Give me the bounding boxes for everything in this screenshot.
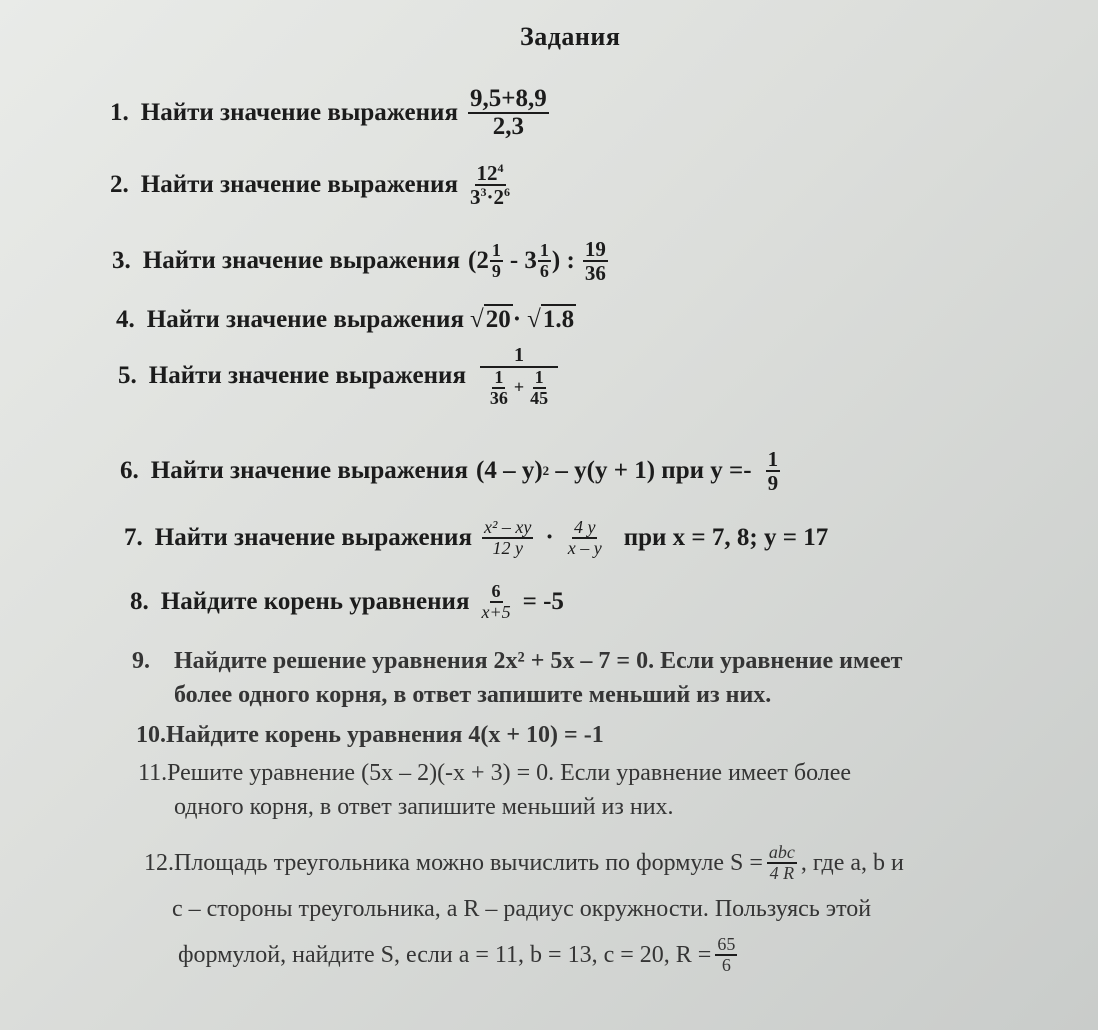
expression-part: (2 <box>468 247 489 275</box>
fraction <box>468 162 512 208</box>
exponent: 6 <box>504 185 511 200</box>
task-10 <box>136 718 604 752</box>
fraction-numerator: 1 <box>534 367 544 387</box>
fraction-denominator: x+5 <box>481 601 511 622</box>
task-text-line: c – стороны треугольника, a R – радиус окружности. Пользуясь этой <box>172 896 872 922</box>
plus-sign: + <box>513 377 525 398</box>
task-text: Найти значение выражения <box>150 457 468 485</box>
task-3 <box>112 238 612 284</box>
task-text-line: более одного корня, в ответ запишите меньший из них. <box>174 682 772 708</box>
fraction <box>488 368 510 408</box>
multiply-dot: · <box>545 523 554 551</box>
fraction-numerator: abc <box>768 842 795 863</box>
task-9 <box>132 644 902 712</box>
task-number: 7. <box>124 523 143 551</box>
task-6 <box>120 448 784 494</box>
task-number: 6. <box>120 457 139 485</box>
radicand: 1.8 <box>542 306 575 333</box>
task-text: Найдите корень уравнения 4(x + 10) = -1 <box>166 722 604 748</box>
task-4 <box>116 306 576 334</box>
fraction-numerator: 65 <box>717 934 736 955</box>
fraction-denominator: x – y <box>567 537 602 558</box>
task-number: 9. <box>132 648 150 674</box>
fraction-numerator: 9,5+8,9 <box>468 86 549 114</box>
expression-part: – y(y + 1) при y =- <box>549 457 752 485</box>
expression-part: - 3 <box>509 247 537 275</box>
fraction-numerator: 1 <box>491 240 501 261</box>
radicand: 20 <box>485 306 511 333</box>
task-text: Найти значение выражения <box>146 306 464 333</box>
base: 3 <box>470 185 481 210</box>
exponent: 4 <box>497 161 504 175</box>
fraction <box>490 241 503 281</box>
fraction-numerator: 1 <box>494 367 504 387</box>
fraction-numerator: 1 <box>539 240 549 261</box>
fraction-denominator: 2,3 <box>492 113 524 141</box>
base: 12 <box>476 161 498 185</box>
multiply-dot: · <box>486 185 494 210</box>
task-text-line: формулой, найдите S, если a = 11, b = 13, c = 20, R = <box>178 942 712 968</box>
fraction-denominator: 6 <box>539 261 549 282</box>
fraction <box>468 86 549 141</box>
fraction <box>715 935 737 975</box>
task-8 <box>130 582 564 622</box>
fraction-denominator: 12 y <box>492 537 523 558</box>
fraction-denominator: 9 <box>491 261 501 282</box>
fraction-numerator: x² – xy <box>484 517 532 537</box>
fraction <box>538 241 551 281</box>
task-2 <box>110 162 516 208</box>
task-number: 1. <box>110 99 129 127</box>
task-12 <box>144 840 904 978</box>
expression-part: (4 – y) <box>476 457 543 485</box>
task-number: 5. <box>118 362 137 390</box>
task-number: 10. <box>136 722 166 748</box>
task-text-line: , где a, b и <box>800 850 904 876</box>
task-number: 11. <box>138 760 168 786</box>
task-7 <box>124 518 828 558</box>
task-11 <box>138 756 851 824</box>
expression-part: = -5 <box>522 587 564 615</box>
exponent: 3 <box>480 185 487 200</box>
fraction-numerator: 1 <box>767 447 779 471</box>
task-text-line: Найдите решение уравнения 2x² + 5x – 7 = 0. Если уравнение имеет <box>174 648 903 674</box>
task-number: 3. <box>112 247 131 275</box>
fraction-denominator: 36 <box>489 387 508 408</box>
fraction-denominator <box>468 186 512 208</box>
condition: при x = 7, 8; y = 17 <box>623 523 829 551</box>
square-root: √20 <box>470 306 511 333</box>
task-text: Найдите корень уравнения <box>160 587 470 615</box>
task-text: Найти значение выражения <box>154 523 472 551</box>
task-number: 8. <box>130 587 149 615</box>
fraction-numerator: 1 <box>480 345 558 368</box>
task-text: Найти значение выражения <box>148 362 466 390</box>
fraction <box>528 368 550 408</box>
fraction-denominator: 36 <box>584 261 606 286</box>
fraction <box>767 843 797 883</box>
task-text-line: одного корня, в ответ запишите меньший из них. <box>174 794 674 820</box>
fraction-denominator <box>482 368 556 408</box>
task-number: 12. <box>144 850 174 876</box>
compound-fraction <box>480 345 558 408</box>
fraction-numerator <box>475 162 506 186</box>
task-1 <box>110 86 553 141</box>
fraction-denominator: 45 <box>530 387 549 408</box>
task-text-line: Площадь треугольника можно вычислить по формуле S = <box>174 850 763 876</box>
fraction-numerator: 6 <box>491 581 501 601</box>
expression-part: ) : <box>551 247 575 275</box>
task-number: 2. <box>110 171 129 199</box>
fraction <box>482 518 533 558</box>
multiply-dot: · <box>512 306 522 333</box>
fraction <box>566 518 604 558</box>
fraction <box>583 238 608 284</box>
fraction-denominator: 6 <box>721 955 731 975</box>
page-title: Задания <box>520 22 621 51</box>
fraction-numerator: 4 y <box>573 517 596 537</box>
task-text: Найти значение выражения <box>140 171 458 199</box>
fraction <box>479 582 512 622</box>
fraction-denominator: 9 <box>767 471 779 496</box>
task-text-line: Решите уравнение (5x – 2)(-x + 3) = 0. Если уравнение имеет более <box>167 760 852 786</box>
task-text: Найти значение выражения <box>142 247 460 275</box>
base: 2 <box>493 185 505 210</box>
task-number: 4. <box>116 306 135 333</box>
fraction-numerator: 19 <box>584 237 606 261</box>
square-root: √1.8 <box>527 306 575 333</box>
fraction <box>766 448 781 494</box>
task-5 <box>118 345 562 408</box>
exponent: 2 <box>542 463 550 479</box>
fraction-denominator: 4 R <box>769 863 795 883</box>
task-text: Найти значение выражения <box>140 99 458 127</box>
